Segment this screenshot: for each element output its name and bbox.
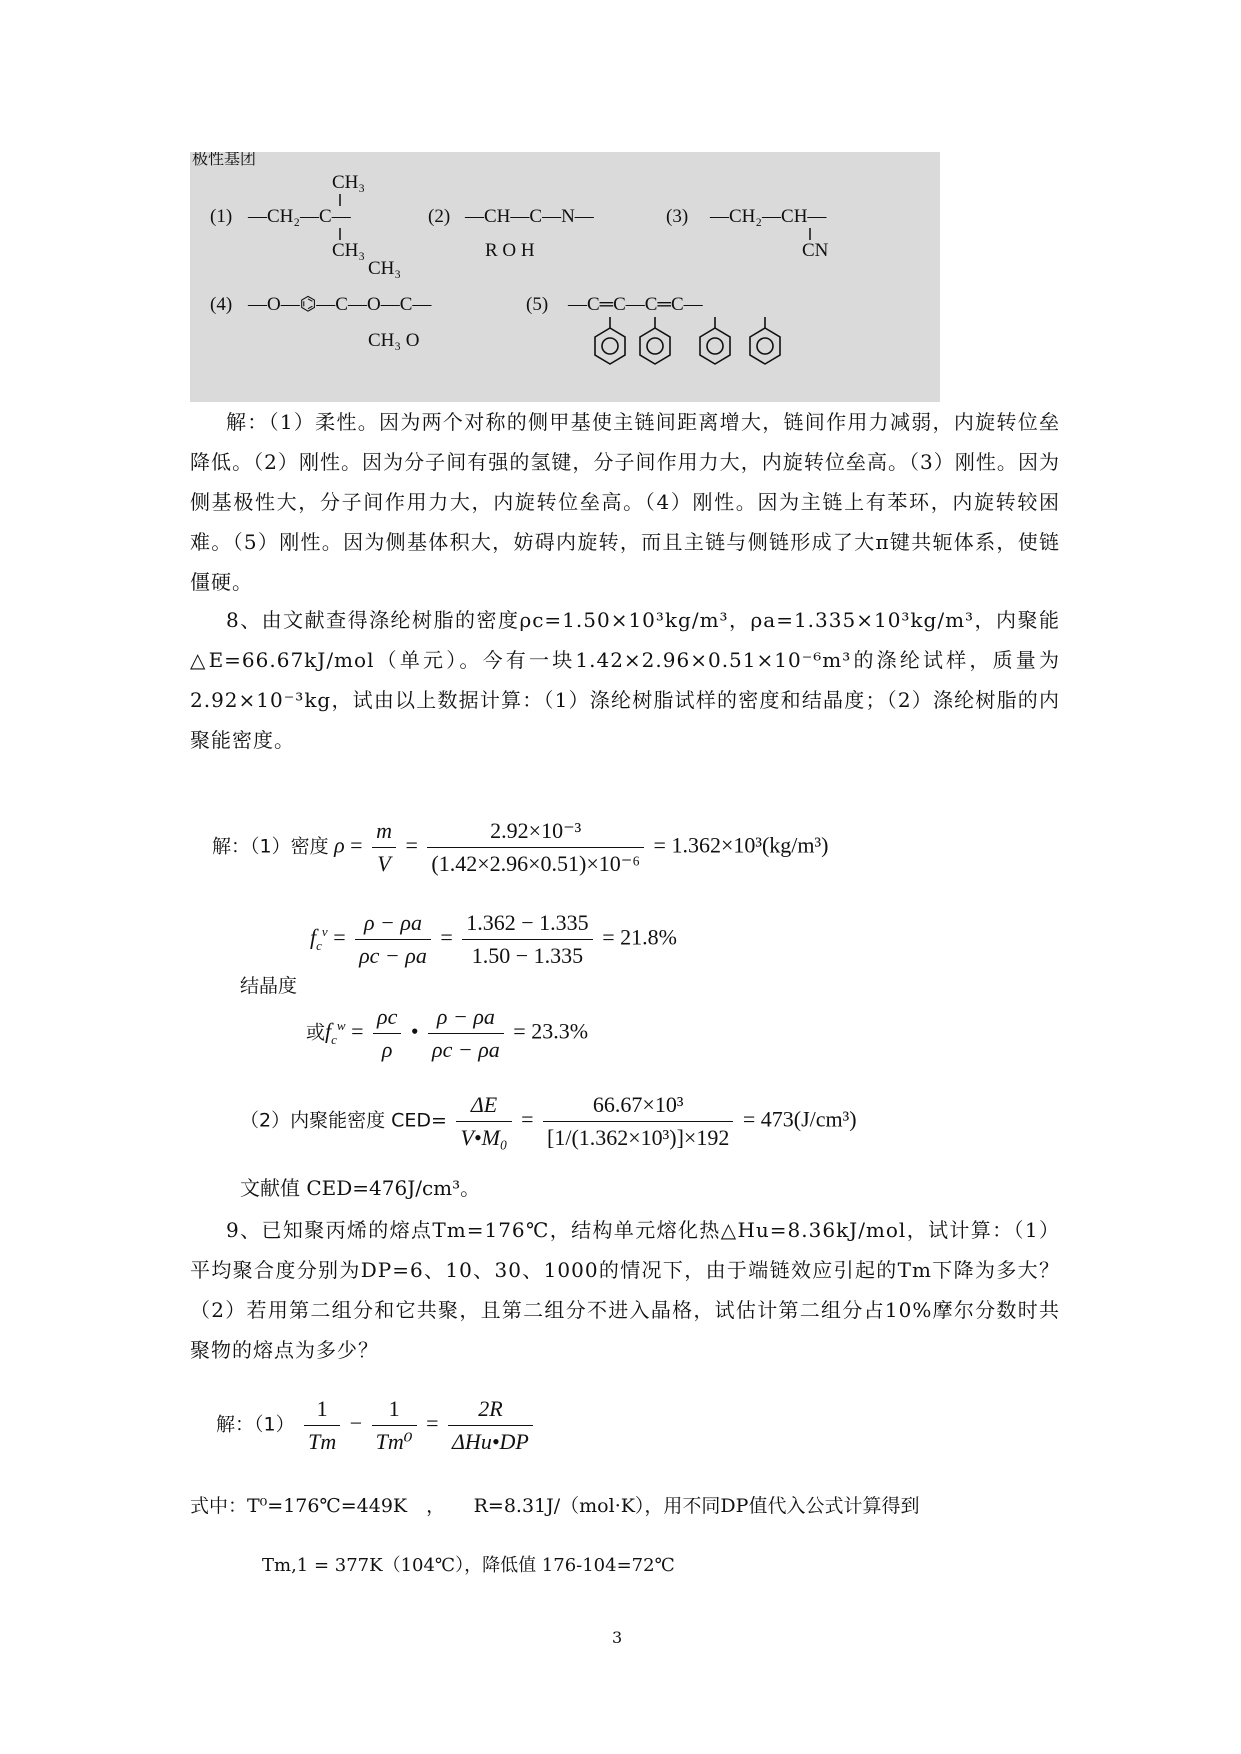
fig-item-3-num: (3) <box>666 206 689 227</box>
fig-item-1-main: —CH₂—C— <box>248 206 351 227</box>
answer-7-paragraph: 解：（1）柔性。因为两个对称的侧甲基使主链间距离增大，链间作用力减弱，内旋转位垒降低。（2）刚性。因为分子间有强的氢键，分子间作用力大，内旋转位垒高。（3）刚性。因为侧基极性大，分子间作用力大，内旋转位垒高。（4）刚性。因为主链上有苯环，内旋转较困难。（5）刚性。因为侧基体积大，妨碍内旋转，而且主链与侧链形成了大π键共轭体系，使链僵硬。 <box>190 410 1060 594</box>
question-9-paragraph: 9、已知聚丙烯的熔点Tm=176℃，结构单元熔化热△Hu=8.36kJ/mol，试计算：（1）平均聚合度分别为DP=6、10、30、1000的情况下，由于端链效应引起的Tm下降为多大？（2）若用第二组分和它共聚，且第二组分不进入晶格，试估计第二组分占10%摩尔分数时共聚物的熔点为多少？ <box>190 1218 1060 1362</box>
ced-formula: （2）内聚能密度 CED= $\frac{\Delta E}{\text{V•M₀}}$ = $\frac{\text{66.67×10³}}{\text{[1/(1.362×10³)]×192}}$ = 473(J/cm³) <box>240 1092 857 1150</box>
crystallinity-weight-formula: 或$f_c^w$ = $\frac{\rho c}{\rho}$ • $\frac{\rho - \rho a}{\rho c - \rho a}$ = 23.3% <box>306 1004 589 1062</box>
fig-item-3-main: —CH₂—CH— <box>710 206 827 227</box>
fig-item-1-bottom: CH₃ <box>332 240 366 261</box>
fig-item-1-num: (1) <box>210 206 233 227</box>
fig-item-2-num: (2) <box>428 206 451 227</box>
fig-item-3-sub: CN <box>802 240 829 261</box>
crystallinity-label: 结晶度 <box>240 975 298 997</box>
question-8-paragraph: 8、由文献查得涤纶树脂的密度ρc=1.50×10³kg/m³，ρa=1.335×10³kg/m³，内聚能△E=66.67kJ/mol（单元）。今有一块1.42×2.96×0.51×10⁻⁶m³的涤纶试样，质量为2.92×10⁻³kg，试由以上数据计算：（1）涤纶树脂试样的密度和结晶度；（2）涤纶树脂的内聚能密度。 <box>190 608 1060 752</box>
where-clause: 式中：T⁰=176℃=449K ， R=8.31J/（mol·K），用不同DP值代入公式计算得到 <box>190 1495 920 1517</box>
fig-item-2-main: —CH—C—N— <box>465 206 594 227</box>
fig-item-2-sub: R O H <box>485 240 535 261</box>
fig-item-1-top: CH₃ <box>332 172 366 193</box>
fig-item-4-bottom: CH₃ O <box>368 330 420 351</box>
figure-caption-fragment: 极性基团 <box>192 152 257 168</box>
fig-item-4-top: CH₃ <box>368 258 402 279</box>
melting-point-formula: 解：（1） $\frac{1}{Tm}$ − $\frac{1}{\text{Tm⁰}}$ = $\frac{2R}{\text{ΔHu•DP}}$ <box>216 1396 537 1455</box>
crystallinity-volume-formula: $f_c^v$ = $\frac{\rho - \rho a}{\rho c - \rho a}$ = $\frac{1.362 - 1.335}{1.50 - 1.335}$ = 21.8% <box>310 910 677 968</box>
page-number: 3 <box>612 1628 623 1647</box>
density-formula: 解：（1）密度 ρ = $\frac{m}{V}$ = $\frac{\text{2.92×10⁻³}}{\text{(1.42×2.96×0.51)×10⁻⁶}}$ = 1.362×10³(kg/m³) <box>212 818 829 876</box>
result-tm1: Tm,1 = 377K（104℃），降低值 176-104=72℃ <box>262 1555 675 1576</box>
fig-item-5-main: —C═C—C═C— <box>568 294 703 315</box>
structure-figure <box>190 152 940 402</box>
fig-item-5-num: (5) <box>526 294 549 315</box>
ced-literature-value: 文献值 CED=476J/cm³。 <box>240 1176 481 1200</box>
fig-item-4-main: —O—⌬—C—O—C— <box>248 294 432 315</box>
fig-item-4-num: (4) <box>210 294 233 315</box>
